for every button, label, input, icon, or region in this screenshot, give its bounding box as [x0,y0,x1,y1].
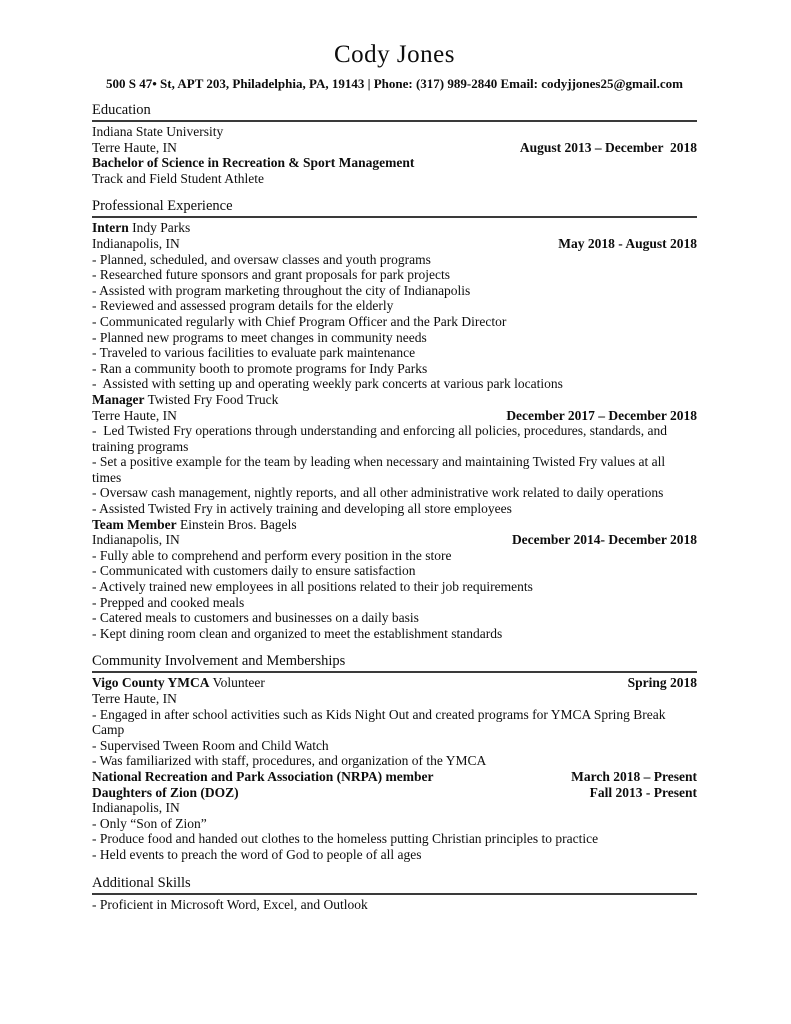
entry-title-bold: National Recreation and Park Association (NRPA) member [92,768,434,784]
bullet-line [92,314,697,330]
line-text [92,423,697,454]
line-text [92,376,697,392]
line-plain-text: Terre Haute, IN [92,407,177,423]
line-plain-text: - Assisted with setting up and operating weekly park concerts at various park locations [92,376,563,392]
bullet-line [92,423,697,454]
line-plain-text: - Communicated with customers daily to ensure satisfaction [92,563,416,579]
bullet-line [92,345,697,361]
line-text [92,563,697,579]
line-plain-text: - Oversaw cash management, nightly reports, and all other administrative work related to daily operations [92,485,664,501]
bullet-line [92,831,697,847]
section-title: Community Involvement and Memberships [92,653,697,673]
bullet-line [92,816,697,832]
line-text [92,314,697,330]
line-text [92,124,697,140]
bullet-line [92,626,697,642]
line-plain-text: - Fully able to comprehend and perform every position in the store [92,547,452,563]
bullet-line [92,376,697,392]
bullet-line [92,897,697,913]
line-text [92,140,510,156]
line-text [92,816,697,832]
line-text [92,626,697,642]
bullet-line [92,454,697,485]
line-plain-text: Indy Parks [128,220,191,236]
line-text [92,155,697,171]
line-text [92,610,697,626]
line-text [92,897,697,913]
line-plain-text: - Reviewed and assessed program details for the elderly [92,298,394,314]
bullet-line [92,753,697,769]
line-text [92,283,697,299]
contact-line: 500 S 47• St, APT 203, Philadelphia, PA, 19143 | Phone: (317) 989-2840 Email: codyjjones25@gmail.com [106,76,683,91]
line-text [92,298,697,314]
line-text [92,847,697,863]
date-range: Fall 2013 - Present [589,784,697,800]
line-plain-text: - Only “Son of Zion” [92,815,207,831]
line-text [92,532,502,548]
entry-heading-line [92,675,697,691]
entry-heading-line [92,155,697,171]
detail-line [92,140,697,156]
line-plain-text: - Produce food and handed out clothes to the homeless putting Christian principles to practice [92,831,599,847]
detail-line [92,532,697,548]
line-plain-text: Twisted Fry Food Truck [144,391,279,407]
entry-title-bold: Manager [92,391,145,407]
line-text [92,454,697,485]
bullet-line [92,548,697,564]
entry-heading-line [92,220,697,236]
date-range: Spring 2018 [627,675,697,691]
detail-line [92,800,697,816]
bullet-line [92,563,697,579]
sections [92,102,697,912]
line-plain-text: - Ran a community booth to promote programs for Indy Parks [92,360,428,376]
line-text [92,252,697,268]
entry-heading-line [92,392,697,408]
detail-line [92,236,697,252]
line-text [92,753,697,769]
line-text [92,548,697,564]
resume-section [92,102,697,186]
line-text [92,675,618,691]
entry-heading-line [92,785,697,801]
entry-title-bold: Bachelor of Science in Recreation & Sport Management [92,155,415,171]
resume-section [92,198,697,641]
date-range: December 2014- December 2018 [511,532,697,548]
line-plain-text: - Catered meals to customers and businesses on a daily basis [92,610,419,626]
line-plain-text: Indiana State University [92,124,224,139]
entry-title-bold: Vigo County YMCA [92,675,210,691]
line-plain-text: Track and Field Student Athlete [92,170,264,186]
bullet-line [92,738,697,754]
line-plain-text: - Led Twisted Fry operations through understanding and enforcing all policies, procedures, standards, and training programs [92,423,671,454]
line-plain-text: - Assisted Twisted Fry in actively training and developing all store employees [92,501,512,517]
bullet-line [92,330,697,346]
entry-title-bold: Daughters of Zion (DOZ) [92,784,239,800]
line-text [92,267,697,283]
line-plain-text: - Set a positive example for the team by leading when necessary and maintaining Twisted Fry values at all times [92,454,669,485]
line-text [92,595,697,611]
section-title: Additional Skills [92,875,697,895]
resume-section [92,875,697,913]
line-text [92,361,697,377]
line-plain-text: - Actively trained new employees in all positions related to their job requirements [92,579,533,595]
section-title: Education [92,102,697,122]
detail-line [92,171,697,187]
line-text [92,408,496,424]
person-name: Cody Jones [334,41,455,68]
detail-line [92,691,697,707]
line-plain-text: Indianapolis, IN [92,532,180,548]
line-text [92,707,697,738]
bullet-line [92,501,697,517]
line-plain-text: - Researched future sponsors and grant proposals for park projects [92,267,451,283]
bullet-line [92,595,697,611]
bullet-line [92,298,697,314]
line-text [92,785,580,801]
line-text [92,691,697,707]
line-text [92,330,697,346]
line-text [92,800,697,816]
entry-heading-line [92,517,697,533]
line-plain-text: - Planned new programs to meet changes in community needs [92,329,427,345]
section-title: Professional Experience [92,198,697,218]
line-plain-text: - Supervised Tween Room and Child Watch [92,737,329,753]
line-text [92,501,697,517]
resume-section [92,653,697,862]
line-plain-text: - Engaged in after school activities such as Kids Night Out and created programs for YMCA Spring Break Camp [92,706,669,738]
line-text [92,738,697,754]
line-plain-text: - Traveled to various facilities to evaluate park maintenance [92,345,416,361]
bullet-line [92,485,697,501]
entry-title-bold: Intern [92,220,129,236]
entry-heading-line [92,769,697,785]
date-range: May 2018 - August 2018 [558,235,697,251]
line-plain-text: Volunteer [209,675,265,691]
line-text [92,392,697,408]
line-plain-text: - Prepped and cooked meals [92,594,245,610]
date-range: August 2013 – December 2018 [519,139,697,155]
entry-title-bold: Team Member [92,516,177,532]
line-text [92,485,697,501]
bullet-line [92,267,697,283]
line-plain-text: Indianapolis, IN [92,235,180,251]
line-text [92,236,548,252]
line-text [92,517,697,533]
detail-line [92,124,697,140]
line-text [92,220,697,236]
bullet-line [92,361,697,377]
line-plain-text: Einstein Bros. Bagels [176,516,297,532]
line-text [92,769,561,785]
bullet-line [92,707,697,738]
line-plain-text: Terre Haute, IN [92,139,177,155]
bullet-line [92,283,697,299]
line-plain-text: - Communicated regularly with Chief Program Officer and the Park Director [92,313,507,329]
line-plain-text: - Assisted with program marketing throughout the city of Indianapolis [92,282,471,298]
date-range: December 2017 – December 2018 [506,407,697,423]
line-text [92,171,697,187]
detail-line [92,408,697,424]
bullet-line [92,847,697,863]
line-plain-text: - Kept dining room clean and organized to meet the establishment standards [92,625,503,641]
line-text [92,831,697,847]
line-plain-text: - Was familiarized with staff, procedures, and organization of the YMCA [92,753,487,769]
bullet-line [92,579,697,595]
bullet-line [92,252,697,268]
line-plain-text: - Proficient in Microsoft Word, Excel, and Outlook [92,896,368,912]
line-plain-text: - Planned, scheduled, and oversaw classes and youth programs [92,251,431,267]
line-plain-text: - Held events to preach the word of God to people of all ages [92,846,422,862]
date-range: March 2018 – Present [571,768,697,784]
line-plain-text: Terre Haute, IN [92,691,177,706]
line-plain-text: Indianapolis, IN [92,800,180,816]
line-text [92,579,697,595]
bullet-line [92,610,697,626]
line-text [92,345,697,361]
